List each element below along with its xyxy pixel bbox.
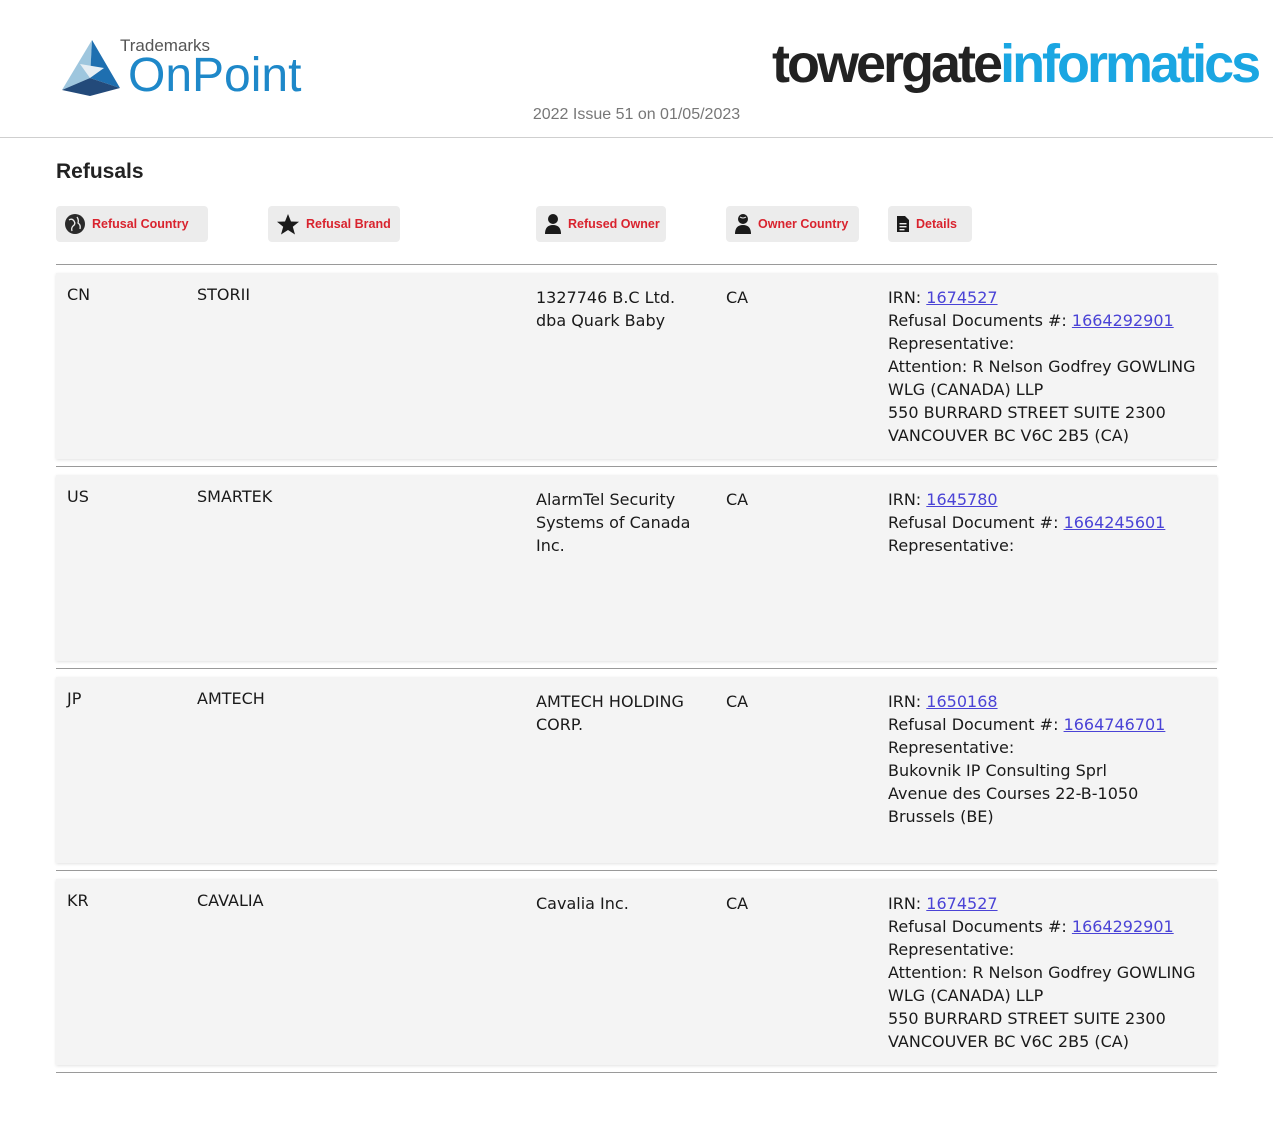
column-label: Refused Owner bbox=[568, 217, 660, 231]
representative-line: 550 BURRARD STREET SUITE 2300 bbox=[888, 403, 1166, 422]
refusal-country: CN bbox=[67, 285, 91, 304]
logo-towergate-text: towergate bbox=[772, 34, 1001, 94]
irn-link[interactable]: 1674527 bbox=[926, 894, 998, 913]
refusal-brand: AMTECH bbox=[197, 689, 265, 708]
owner-line: CORP. bbox=[536, 715, 584, 734]
refusal-document-link[interactable]: 1664746701 bbox=[1063, 715, 1166, 734]
owner-line: AMTECH HOLDING bbox=[536, 692, 684, 711]
table-row bbox=[56, 677, 1217, 863]
table-divider bbox=[56, 466, 1217, 467]
refusal-brand: STORII bbox=[197, 285, 251, 304]
table-row bbox=[56, 879, 1217, 1065]
owner-line: Systems of Canada bbox=[536, 513, 691, 532]
owner-country: CA bbox=[726, 490, 749, 509]
table-divider bbox=[56, 668, 1217, 669]
owner-line: 1327746 B.C Ltd. bbox=[536, 288, 676, 307]
representative-label: Representative: bbox=[888, 536, 1015, 555]
irn-link[interactable]: 1674527 bbox=[926, 288, 998, 307]
refusal-document-link[interactable]: 1664292901 bbox=[1071, 917, 1174, 936]
logo-informatics-text: informatics bbox=[1000, 34, 1259, 94]
refusal-brand: CAVALIA bbox=[197, 891, 264, 910]
refused-owner bbox=[536, 892, 711, 915]
column-label: Owner Country bbox=[758, 217, 849, 231]
person-globe-icon bbox=[734, 213, 752, 235]
section-title: Refusals bbox=[56, 160, 144, 183]
logo-onpoint-text: OnPoint bbox=[128, 49, 302, 102]
representative-label: Representative: bbox=[888, 334, 1015, 353]
owner-line: AlarmTel Security bbox=[536, 490, 676, 509]
document-icon bbox=[896, 215, 910, 233]
globe-icon bbox=[64, 213, 86, 235]
doc-label: Refusal Documents #: bbox=[888, 311, 1067, 330]
irn-link[interactable]: 1650168 bbox=[926, 692, 998, 711]
representative-line: Avenue des Courses 22-B-1050 bbox=[888, 784, 1139, 803]
refused-owner bbox=[536, 286, 711, 332]
refusal-document-link[interactable]: 1664292901 bbox=[1071, 311, 1174, 330]
refusal-document-link[interactable]: 1664245601 bbox=[1063, 513, 1166, 532]
representative-line: VANCOUVER BC V6C 2B5 (CA) bbox=[888, 1032, 1129, 1051]
table-row bbox=[56, 475, 1217, 661]
table-divider bbox=[56, 870, 1217, 871]
table-divider bbox=[56, 1072, 1217, 1073]
column-header-owner-country bbox=[726, 206, 859, 242]
representative-label: Representative: bbox=[888, 738, 1015, 757]
irn-label: IRN: bbox=[888, 490, 922, 509]
refusal-brand: SMARTEK bbox=[197, 487, 273, 506]
doc-label: Refusal Document #: bbox=[888, 715, 1059, 734]
onpoint-pyramid-icon bbox=[60, 38, 124, 98]
irn-link[interactable]: 1645780 bbox=[926, 490, 998, 509]
issue-date: 2022 Issue 51 on 01/05/2023 bbox=[532, 106, 741, 123]
representative-line: Bukovnik IP Consulting Sprl bbox=[888, 761, 1107, 780]
column-label: Refusal Brand bbox=[306, 217, 391, 231]
column-header-details bbox=[888, 206, 972, 242]
column-header-refusal-brand bbox=[268, 206, 400, 242]
representative-line: Attention: R Nelson Godfrey GOWLING bbox=[888, 963, 1196, 982]
column-header-refusal-country bbox=[56, 206, 208, 242]
representative-line: 550 BURRARD STREET SUITE 2300 bbox=[888, 1009, 1166, 1028]
star-icon bbox=[276, 213, 300, 235]
refusal-details bbox=[888, 488, 1208, 557]
logo-trademarks-text: Trademarks bbox=[120, 36, 211, 55]
table-divider bbox=[56, 264, 1217, 265]
representative-label: Representative: bbox=[888, 940, 1015, 959]
doc-label: Refusal Documents #: bbox=[888, 917, 1067, 936]
column-label: Details bbox=[916, 217, 957, 231]
refused-owner bbox=[536, 488, 711, 557]
refusal-country: US bbox=[67, 487, 89, 506]
representative-line: VANCOUVER BC V6C 2B5 (CA) bbox=[888, 426, 1129, 445]
person-icon bbox=[544, 213, 562, 235]
column-header-refused-owner bbox=[536, 206, 666, 242]
page-header bbox=[0, 0, 1273, 138]
owner-country: CA bbox=[726, 894, 749, 913]
representative-line: WLG (CANADA) LLP bbox=[888, 380, 1044, 399]
irn-label: IRN: bbox=[888, 894, 922, 913]
doc-label: Refusal Document #: bbox=[888, 513, 1059, 532]
representative-line: Attention: R Nelson Godfrey GOWLING bbox=[888, 357, 1196, 376]
towergate-informatics-logo bbox=[772, 30, 1259, 100]
owner-line: Inc. bbox=[536, 536, 565, 555]
refusal-country: KR bbox=[67, 891, 89, 910]
irn-label: IRN: bbox=[888, 692, 922, 711]
table-row bbox=[56, 273, 1217, 459]
owner-country: CA bbox=[726, 692, 749, 711]
refused-owner bbox=[536, 690, 711, 736]
representative-line: WLG (CANADA) LLP bbox=[888, 986, 1044, 1005]
refusal-details bbox=[888, 286, 1208, 447]
owner-line: Cavalia Inc. bbox=[536, 894, 629, 913]
representative-line: Brussels (BE) bbox=[888, 807, 994, 826]
owner-country: CA bbox=[726, 288, 749, 307]
trademarks-onpoint-logo bbox=[60, 36, 330, 102]
column-label: Refusal Country bbox=[92, 217, 189, 231]
refusal-country: JP bbox=[67, 689, 82, 708]
irn-label: IRN: bbox=[888, 288, 922, 307]
refusal-details bbox=[888, 690, 1208, 828]
refusal-details bbox=[888, 892, 1208, 1053]
owner-line: dba Quark Baby bbox=[536, 311, 666, 330]
